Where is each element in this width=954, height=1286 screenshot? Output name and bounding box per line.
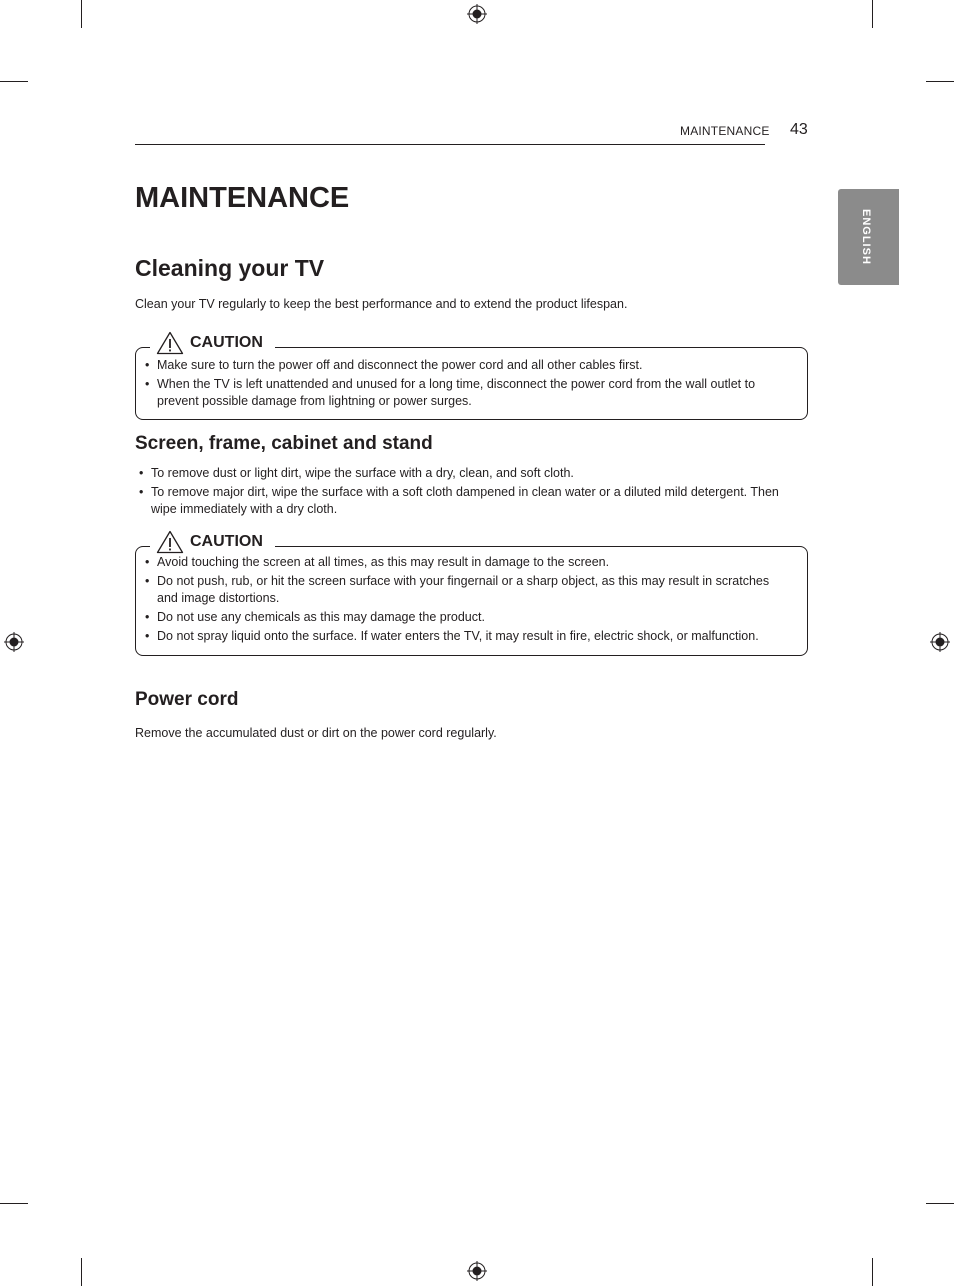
crop-mark: [0, 81, 28, 82]
section-heading-cleaning: Cleaning your TV: [135, 255, 325, 281]
list-item: • Do not use any chemicals as this may damage the product.: [142, 609, 787, 626]
crop-mark: [0, 1203, 28, 1204]
registration-mark-icon: [930, 632, 950, 652]
list-item: • To remove major dirt, wipe the surface with a soft cloth dampened in clean water or a diluted mild detergent. Then wipe immediately with a dry cloth.: [136, 484, 796, 518]
list-item: • When the TV is left unattended and unused for a long time, disconnect the power cord from the wall outlet to prevent possible damage from lightning or power surges.: [142, 376, 787, 410]
section-heading-power-cord: Power cord: [135, 689, 239, 710]
warning-icon: [156, 331, 184, 355]
list-item: • Avoid touching the screen at all times, as this may result in damage to the screen.: [142, 554, 787, 571]
list-item: • Do not push, rub, or hit the screen surface with your fingernail or a sharp object, as this may result in scratches and image distortions.: [142, 573, 787, 607]
section-heading-screen: Screen, frame, cabinet and stand: [135, 433, 433, 454]
power-cord-text: Remove the accumulated dust or dirt on the power cord regularly.: [135, 726, 497, 740]
caution-header: [150, 329, 275, 357]
language-tab: [838, 189, 899, 285]
list-item: • Make sure to turn the power off and disconnect the power cord and all other cables first.: [142, 357, 787, 374]
screen-list: [136, 465, 796, 520]
caution-list: [142, 554, 787, 647]
language-tab-label: ENGLISH: [860, 209, 872, 265]
running-header-section: MAINTENANCE: [680, 124, 770, 138]
caution-header: [150, 528, 275, 556]
page-title: MAINTENANCE: [135, 182, 350, 214]
cleaning-intro: Clean your TV regularly to keep the best performance and to extend the product lifespan.: [135, 297, 628, 311]
crop-mark: [872, 0, 873, 28]
registration-mark-icon: [4, 632, 24, 652]
list-item: • Do not spray liquid onto the surface. If water enters the TV, it may result in fire, electric shock, or malfunction.: [142, 628, 787, 645]
page-number: 43: [790, 121, 808, 138]
list-item: • To remove dust or light dirt, wipe the surface with a dry, clean, and soft cloth.: [136, 465, 796, 482]
header-rule: [135, 144, 765, 145]
crop-mark: [81, 1258, 82, 1286]
registration-mark-icon: [467, 4, 487, 24]
caution-label: CAUTION: [190, 533, 263, 550]
caution-label: CAUTION: [190, 334, 263, 351]
caution-list: [142, 357, 787, 412]
crop-mark: [926, 1203, 954, 1204]
crop-mark: [926, 81, 954, 82]
crop-mark: [872, 1258, 873, 1286]
warning-icon: [156, 530, 184, 554]
crop-mark: [81, 0, 82, 28]
registration-mark-icon: [467, 1261, 487, 1281]
